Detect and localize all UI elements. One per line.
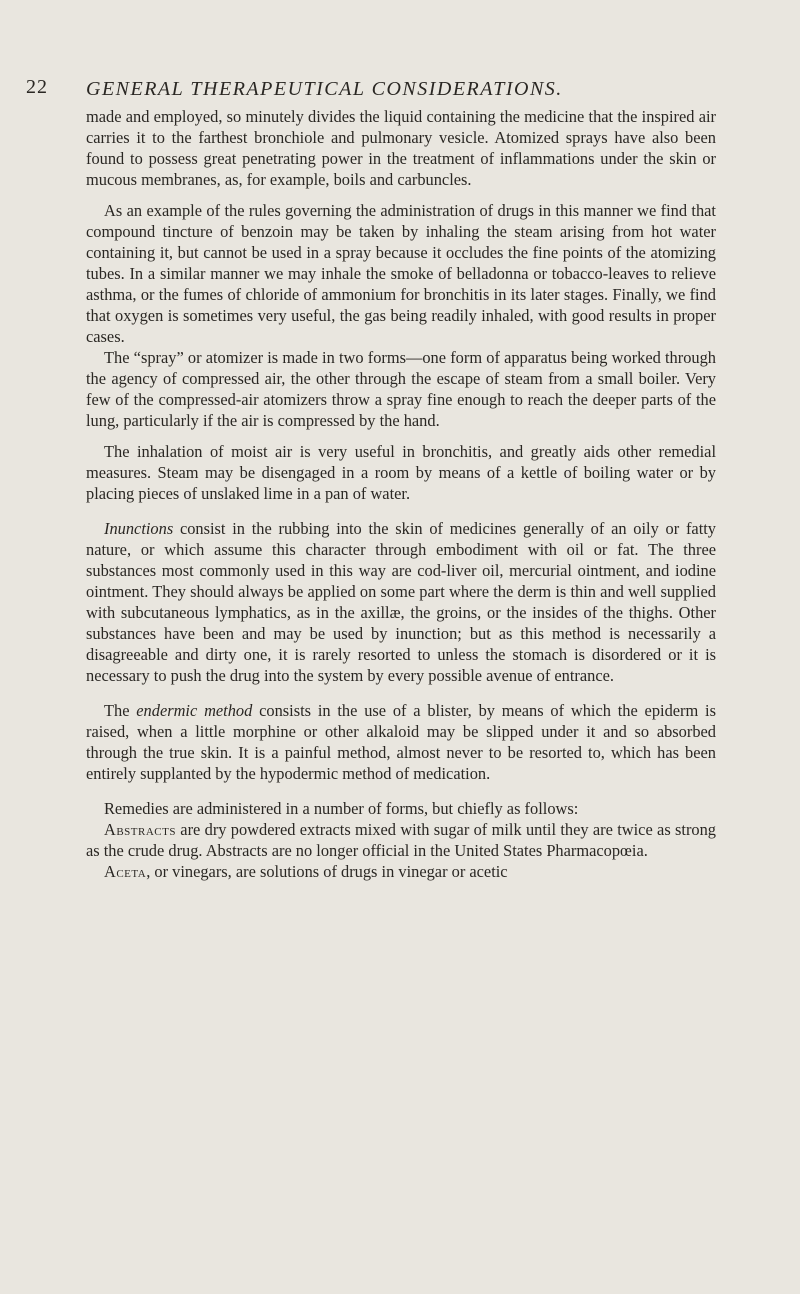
paragraph-abstracts: [86, 819, 716, 861]
term-inunctions: Inunctions: [104, 519, 174, 538]
inunctions-text: consist in the rubbing into the skin of medicines generally of an oily or fatty nature, or which assume this character through embodiment with oil or fat. The three substances most commonly used in this way are cod-liver oil, mercurial ointment, and iodine ointment. They should always be applied on some part where the derm is thin and well supplied with subcutaneous lymphatics, as in the axillæ, the groins, or the insides of the thighs. Other substances have been and may be used by inunction; but as this method is necessarily a disagreeable and dirty one, it is rarely resorted to unless the stomach is disordered or it is necessary to push the drug into the system by every possible avenue of entrance.: [86, 519, 716, 685]
paragraph-remedy-forms: Remedies are administered in a number of forms, but chiefly as follows:: [104, 799, 579, 818]
term-aceta: Aceta: [104, 862, 147, 881]
paragraph-inunctions: [86, 518, 716, 686]
term-abstracts: Abstracts: [104, 820, 176, 839]
running-head: GENERAL THERAPEUTICAL CONSIDERATIONS.: [86, 78, 563, 100]
page-number: 22: [26, 76, 48, 98]
paragraph-moist-air: The inhalation of moist air is very useful in bronchitis, and greatly aids other remedial measures. Steam may be disengaged in a room by means of a kettle of boiling water or by placing pieces of unslaked lime in a pan of water.: [86, 442, 716, 503]
page-header: [26, 74, 716, 106]
paragraph-atomized-sprays: made and employed, so minutely divides the liquid containing the medicine that the inspired air carries it to the farthest bronchiole and pulmonary vesicle. Atomized sprays have also been found to possess great penetrating power in the treatment of inflammations under the skin or mucous membranes, as, for example, boils and carbuncles.: [86, 107, 716, 189]
paragraph-administration-rules: As an example of the rules governing the administration of drugs in this manner we find that compound tincture of benzoin may be taken by inhaling the steam arising from hot water containing it, but cannot be used in a spray because it occludes the fine points of the atomizing tubes. In a similar manner we may inhale the smoke of belladonna or tobacco-leaves to relieve asthma, or the fumes of chloride of ammonium for bronchitis in its later stages. Finally, we find that oxygen is sometimes very useful, the gas being readily inhaled, with good results in proper cases.: [86, 201, 716, 346]
paragraph-endermic-method: [86, 700, 716, 784]
endermic-text: consists in the use of a blister, by means of which the epiderm is raised, when a little morphine or other alkaloid may be slipped under it and so absorbed through the true skin. It is a painful method, almost never to be resorted to, which has been entirely supplanted by the hypodermic method of medication.: [86, 701, 716, 783]
paragraph-spray-atomizer: The “spray” or atomizer is made in two forms—one form of apparatus being worked through the agency of compressed air, the other through the escape of steam from a small boiler. Very few of the compressed-air atomizers throw a spray fine enough to reach the deeper parts of the lung, particularly if the air is compressed by the hand.: [86, 348, 716, 430]
paragraph-aceta: [86, 861, 716, 882]
term-endermic-method: endermic method: [136, 701, 253, 720]
aceta-text: , or vinegars, are solutions of drugs in vinegar or acetic: [146, 862, 508, 881]
endermic-lead: The: [104, 701, 137, 720]
abstracts-text: are dry powdered extracts mixed with sugar of milk until they are twice as strong as the crude drug. Abstracts are no longer official in the United States Pharmacopœia.: [86, 820, 716, 860]
body-text: [86, 106, 716, 882]
